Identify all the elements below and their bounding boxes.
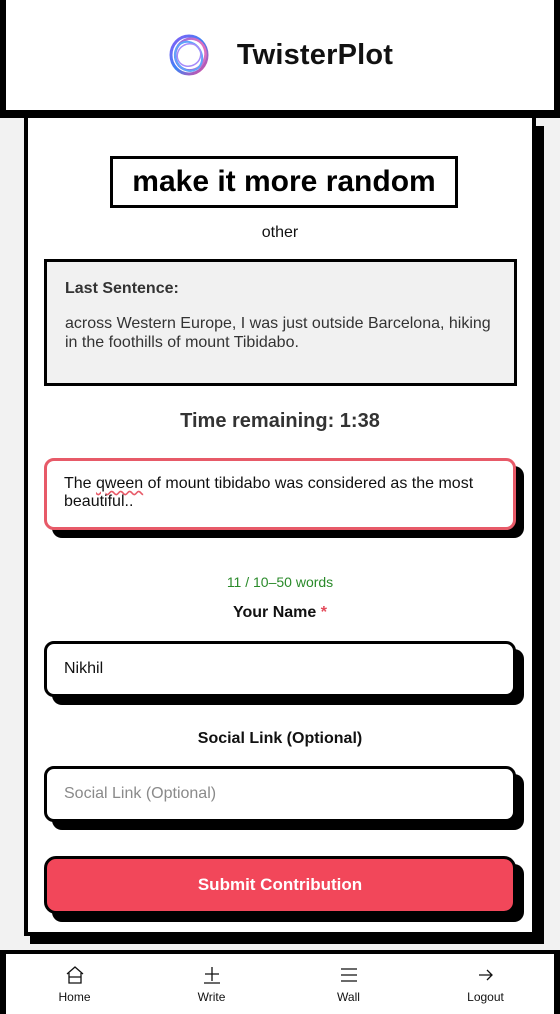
brand-name: TwisterPlot	[236, 38, 394, 71]
bottom-nav	[6, 954, 554, 1014]
nav-home[interactable]	[6, 954, 143, 1014]
prompt-title: make it more random	[110, 156, 458, 208]
social-label: Social Link (Optional)	[197, 730, 363, 747]
required-mark: *	[320, 604, 327, 621]
social-link-input[interactable]: Social Link (Optional)	[44, 766, 516, 822]
nav-logout[interactable]	[417, 954, 554, 1014]
name-label-text: Your Name	[233, 604, 317, 621]
time-remaining: Time remaining: 1:38	[180, 410, 380, 432]
story-card	[24, 118, 536, 936]
last-sentence-text: across Western Europe, I was just outside Barcelona, hiking in the foothills of mount Tibidabo.	[65, 315, 491, 351]
arrow-right-icon	[475, 964, 497, 986]
logo-icon	[167, 33, 211, 77]
submit-button[interactable]: Submit Contribution	[44, 856, 516, 914]
header	[6, 0, 554, 110]
nav-write-label: Write	[197, 990, 226, 1004]
nav-home-label: Home	[58, 990, 91, 1004]
last-sentence-title: Last Sentence:	[65, 280, 179, 297]
nav-write[interactable]	[143, 954, 280, 1014]
contribution-textarea[interactable]	[44, 458, 516, 530]
header-bar	[0, 0, 560, 118]
write-icon	[201, 964, 223, 986]
last-sentence-box	[44, 259, 517, 386]
nav-wall-label: Wall	[337, 990, 360, 1004]
name-label	[28, 604, 532, 622]
contribution-text-end: of mount tibidabo was considered as the most beautiful..	[64, 475, 474, 510]
name-input[interactable]: Nikhil	[44, 641, 516, 697]
nav-wall[interactable]	[280, 954, 417, 1014]
home-icon	[64, 964, 86, 986]
prompt-category: other	[261, 224, 299, 241]
menu-icon	[338, 964, 360, 986]
word-count: 11 / 10–50 words	[226, 574, 334, 590]
contribution-text-start: The	[64, 475, 97, 492]
misspelled-word: qween	[96, 475, 144, 492]
nav-logout-label: Logout	[467, 990, 504, 1004]
